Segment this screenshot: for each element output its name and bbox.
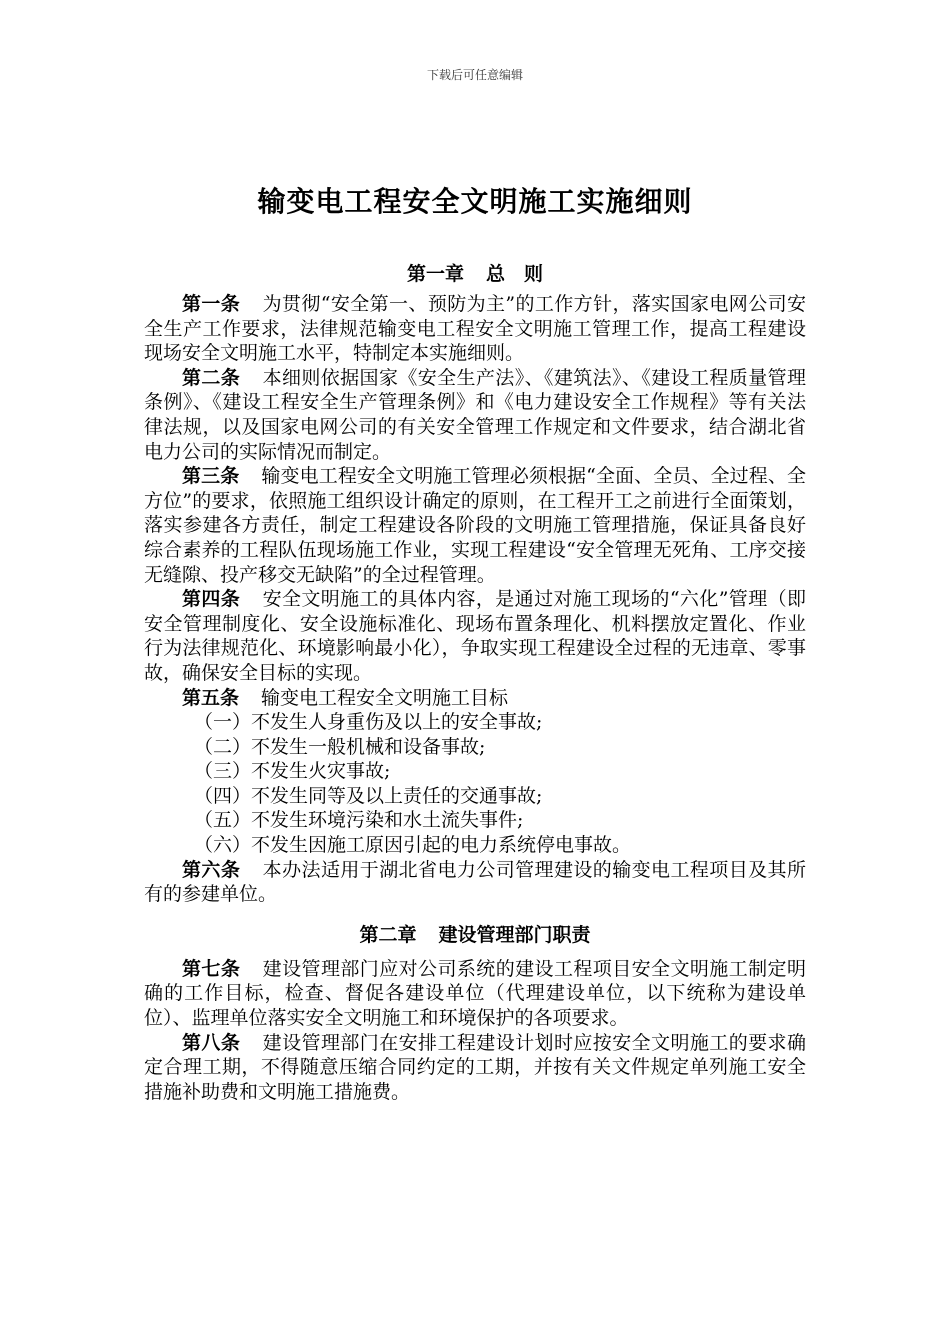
goal-item: （四）不发生同等及以上责任的交通事故; (194, 784, 543, 807)
goal-item: （一）不发生人身重伤及以上的安全事故; (194, 711, 543, 734)
article-text: 建设管理部门在安排工程建设计划时应按安全文明施工的要求确定合理工期，不得随意压缩合同约定的工期，并按有关文件规定单列施工安全措施补助费和文明施工措施费。 (144, 1031, 806, 1103)
chapter-heading-2 (144, 917, 806, 953)
chapter-name: 建设管理部门职责 (438, 923, 591, 946)
header-note: 下载后可任意编辑 (426, 68, 523, 82)
article-paragraph (144, 957, 806, 1031)
article-text: 为贯彻“安全第一、预防为主”的工作方针，落实国家电网公司安全生产工作要求，法律规范输变电工程安全文明施工管理工作，提高工程建设现场安全文明施工水平，特制定本实施细则。 (144, 293, 806, 365)
article-label: 第八条 (182, 1031, 241, 1054)
article-label: 第四条 (182, 588, 241, 611)
article-label: 第七条 (182, 957, 241, 980)
goal-item: （三）不发生火灾事故; (194, 760, 391, 783)
article-paragraph (144, 366, 806, 464)
article-text: 输变电工程安全文明施工目标 (261, 686, 509, 709)
article-paragraph (144, 686, 806, 711)
article-text: 输变电工程安全文明施工管理必须根据“全面、全员、全过程、全方位”的要求，依照施工组织设计确定的原则，在工程开工之前进行全面策划，落实参建各方责任，制定工程建设各阶段的文明施工管理措施，保证具备良好综合素养的工程队伍现场施工作业，实现工程建设“安全管理无死角、工序交接无缝隙、投产移交无缺陷”的全过程管理。 (144, 465, 806, 586)
article-paragraph (144, 292, 806, 366)
article-paragraph (144, 1031, 806, 1105)
goal-item: （五）不发生环境污染和水土流失事件; (194, 809, 524, 832)
article-label: 第三条 (182, 465, 240, 488)
document-title: 输变电工程安全文明施工实施细则 (257, 185, 693, 218)
chapter-name: 总 则 (486, 263, 544, 285)
article-paragraph (144, 464, 806, 587)
article-paragraph (144, 858, 806, 907)
article-label: 第二条 (182, 366, 241, 389)
document-body (144, 256, 806, 1104)
chapter-number: 第一章 (406, 263, 464, 285)
goal-item: （二）不发生一般机械和设备事故; (194, 735, 486, 758)
article-label: 第六条 (182, 858, 241, 881)
chapter-heading-1 (144, 256, 806, 292)
chapter-number: 第二章 (359, 923, 417, 946)
article-text: 安全文明施工的具体内容，是通过对施工现场的“六化”管理（即安全管理制度化、安全设施标准化、现场布置条理化、机料摆放定置化、作业行为法律规范化、环境影响最小化），争取实现工程建设全过程的无违章、零事故，确保安全目标的实现。 (144, 588, 806, 684)
article-text: 本细则依据国家《安全生产法》、《建筑法》、《建设工程质量管理条例》、《建设工程安全生产管理条例》和《电力建设安全工作规程》等有关法律法规，以及国家电网公司的有关安全管理工作规定和文件要求，结合湖北省电力公司的实际情况而制定。 (144, 366, 806, 463)
article-paragraph (144, 587, 806, 685)
goal-item: （六）不发生因施工原因引起的电力系统停电事故。 (194, 834, 632, 857)
article-label: 第五条 (182, 686, 240, 709)
article-text: 本办法适用于湖北省电力公司管理建设的输变电工程项目及其所有的参建单位。 (144, 858, 806, 906)
article-text: 建设管理部门应对公司系统的建设工程项目安全文明施工制定明确的工作目标，检查、督促各建设单位（代理建设单位，以下统称为建设单位）、监理单位落实安全文明施工和环境保护的各项要求。 (144, 957, 806, 1030)
article-label: 第一条 (182, 293, 241, 315)
